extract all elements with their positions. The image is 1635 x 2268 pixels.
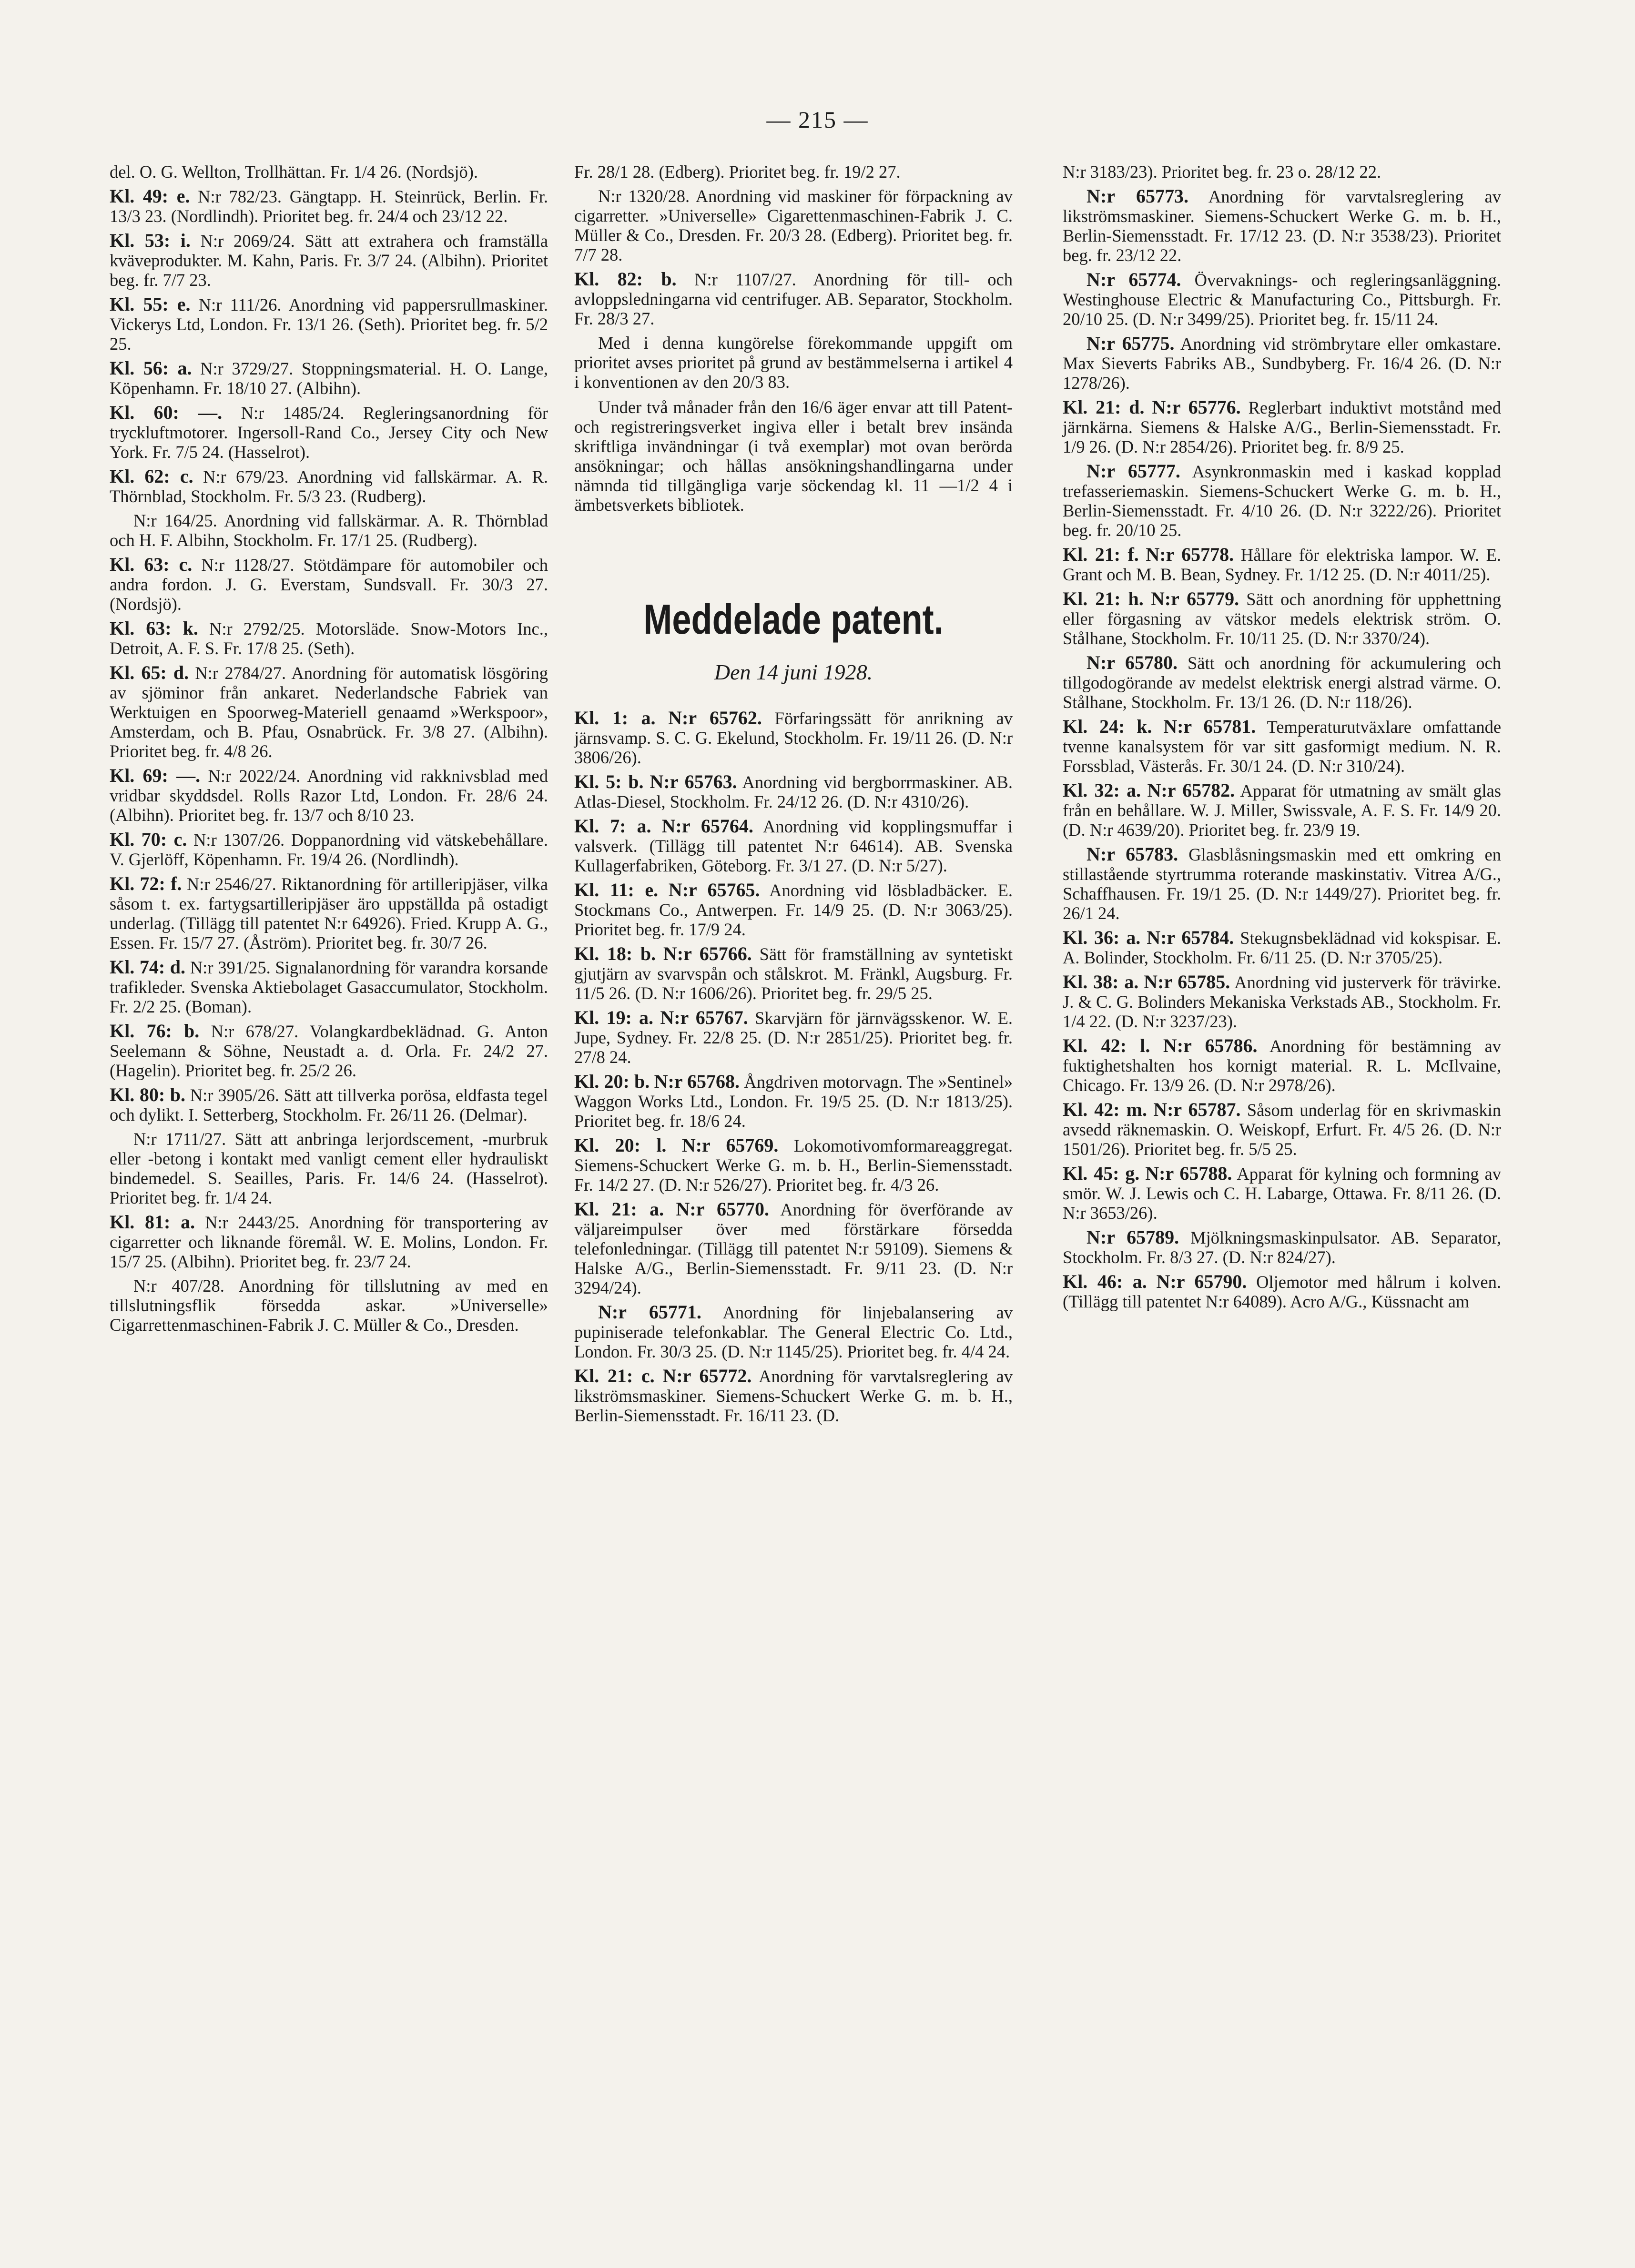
- patent-entry: [1063, 397, 1501, 456]
- patent-entry: [574, 880, 1013, 939]
- patent-entry: [574, 772, 1013, 811]
- patent-entry: [110, 162, 548, 182]
- patent-entry: [110, 957, 548, 1016]
- patent-class: Kl. 42: l.: [1063, 1035, 1150, 1056]
- patent-class: Kl. 38: a.: [1063, 971, 1139, 992]
- patent-number: N:r 65772.: [662, 1365, 752, 1387]
- patent-entry: [1063, 334, 1501, 393]
- column-right: [1063, 162, 1501, 1316]
- patent-text: del. O. G. Wellton, Trollhättan. Fr. 1/4 26. (Nordsjö).: [110, 162, 478, 182]
- patent-class: Kl. 46: a.: [1063, 1271, 1147, 1292]
- patent-class: Kl. 56: a.: [110, 357, 192, 379]
- patent-text: N:r 2069/24. Sätt att extrahera och framställa kväveprodukter. M. Kahn, Paris. Fr. 3/7 24. (Albihn). Prioritet beg. fr. 7/7 23.: [110, 231, 548, 290]
- patent-entry: [110, 1021, 548, 1080]
- patent-number: N:r 65769.: [681, 1134, 779, 1156]
- patent-text: N:r 1320/28. Anordning vid maskiner för förpackning av cigarretter. »Universelle» Cigarettenmaschinen-Fabrik J. C. Müller & Co., Dresden. Fr. 20/3 28. (Edberg). Prioritet beg. fr. 7/7 28.: [574, 186, 1013, 264]
- patent-text: Anordning för bestämning av fuktighetshalten hos kornigt material. R. L. McIlvaine, Chicago. Fr. 13/9 26. (D. N:r 2978/26).: [1063, 1036, 1501, 1095]
- patent-text: Glasblåsningsmaskin med ett omkring en stillastående styrtrumma roterande maskinstativ. Vitrea A/G., Schaffhausen. Fr. 19/1 25. (D. N:r 1449/27). Prioritet beg. fr. 26/1 24.: [1063, 845, 1501, 923]
- patent-class: Kl. 21: c.: [574, 1365, 655, 1387]
- column-left: [110, 162, 548, 1339]
- patent-number: N:r 65790.: [1156, 1271, 1247, 1292]
- patent-text: Fr. 28/1 28. (Edberg). Prioritet beg. fr. 19/2 27.: [574, 162, 901, 182]
- patent-class: Kl. 74: d.: [110, 956, 186, 978]
- patent-entry: [110, 1085, 548, 1124]
- patent-class: Kl. 5: b.: [574, 771, 644, 792]
- patent-number: N:r 65767.: [660, 1007, 748, 1028]
- patent-class: Kl. 70: c.: [110, 829, 187, 850]
- patent-number: N:r 65773.: [1087, 185, 1188, 207]
- patent-entry: [110, 1129, 548, 1207]
- patent-text: N:r 2022/24. Anordning vid rakknivsblad med vridbar skyddsdel. Rolls Razor Ltd, London. Fr. 28/6 24. (Albihn). Prioritet beg. fr. 13/7 och 8/10 23.: [110, 766, 548, 825]
- patent-entry: [574, 708, 1013, 767]
- patent-class: Kl. 1: a.: [574, 707, 656, 729]
- patent-text: N:r 2443/25. Anordning för transportering av cigarretter och liknande föremål. W. E. Molins, London. Fr. 15/7 25. (Albihn). Prioritet beg. fr. 23/7 24.: [110, 1213, 548, 1271]
- column-middle-continuation: [574, 162, 1013, 328]
- patent-class: Kl. 53: i.: [110, 230, 191, 251]
- patent-text: Mjölkningsmaskinpulsator. AB. Separator, Stockholm. Fr. 8/3 27. (D. N:r 824/27).: [1063, 1228, 1501, 1267]
- patent-class: Kl. 63: k.: [110, 618, 198, 639]
- granted-patents-list: [574, 708, 1013, 1425]
- patent-class: Kl. 32: a.: [1063, 780, 1141, 801]
- patent-class: Kl. 45: g.: [1063, 1163, 1140, 1184]
- patent-entry: [1063, 1164, 1501, 1223]
- patent-text: N:r 1711/27. Sätt att anbringa lerjordscement, -murbruk eller -betong i kontakt med vanligt cement eller hydrauliskt bindemedel. S. Seailles, Paris. Fr. 14/6 24. (Hasselrot). Prioritet beg. fr. 1/4 24.: [110, 1129, 548, 1207]
- patent-text: N:r 391/25. Signalanordning för varandra korsande trafikleder. Svenska Aktiebolaget Gasaccumulator, Stockholm. Fr. 2/2 25. (Boman).: [110, 958, 548, 1016]
- patent-class: Kl. 20: l.: [574, 1134, 667, 1156]
- patent-text: N:r 3729/27. Stoppningsmaterial. H. O. Lange, Köpenhamn. Fr. 18/10 27. (Albihn).: [110, 359, 548, 398]
- patent-number: N:r 65787.: [1153, 1099, 1241, 1120]
- patent-entry: [110, 294, 548, 354]
- patent-class: Kl. 21: f.: [1063, 544, 1139, 565]
- patent-entry: [1063, 844, 1501, 923]
- patent-text: N:r 3905/26. Sätt att tillverka porösa, eldfasta tegel och dylikt. I. Setterberg, Stockholm. Fr. 26/11 26. (Delmar).: [110, 1085, 548, 1124]
- patent-class: Kl. 20: b.: [574, 1071, 650, 1092]
- patent-entry: [1063, 1227, 1501, 1267]
- patent-class: Kl. 42: m.: [1063, 1099, 1148, 1120]
- patent-entry: [110, 403, 548, 462]
- patent-text: Sätt för framställning av syntetiskt gjutjärn av svarvspån och stålskrot. M. Fränkl, Augsburg. Fr. 11/5 26. (D. N:r 1606/26). Prioritet beg. fr. 29/5 25.: [574, 944, 1013, 1003]
- patent-text: Övervaknings- och regleringsanläggning. Westinghouse Electric & Manufacturing Co., Pittsburgh. Fr. 20/10 25. (D. N:r 3499/25). Prioritet beg. fr. 15/11 24.: [1063, 270, 1501, 329]
- patent-entry: [574, 944, 1013, 1003]
- patent-number: N:r 65788.: [1145, 1163, 1232, 1184]
- patent-text: Lokomotivomformareaggregat. Siemens-Schuckert Werke G. m. b. H., Berlin-Siemensstadt. Fr. 14/2 27. (D. N:r 526/27). Prioritet beg. fr. 4/3 26.: [574, 1136, 1013, 1195]
- notice-paragraph: Under två månader från den 16/6 äger envar att till Patent- och registreringsverket ingiva eller i betalt brev insända skriftliga invändningar (i två exemplar) mot ovan berörda ansökningar; och hållas ansökningshandlingarna under nämnda tid tillgängliga varje söckendag kl. 11 —1/2 4 i ämbetsverkets bibliotek.: [574, 397, 1013, 515]
- section-date: Den 14 juni 1928.: [714, 660, 873, 684]
- patent-entry: [110, 466, 548, 506]
- patent-text: N:r 111/26. Anordning vid pappersrullmaskiner. Vickerys Ltd, London. Fr. 13/1 26. (Seth). Prioritet beg. fr. 5/2 25.: [110, 295, 548, 354]
- section-heading: Meddelade patent.: [643, 596, 944, 643]
- patent-entry: [1063, 270, 1501, 329]
- patent-text: Anordning vid kopplingsmuffar i valsverk. (Tillägg till patentet N:r 64614). AB. Svenska Kullagerfabriken, Göteborg. Fr. 3/1 27. (D. N:r 5/27).: [574, 817, 1013, 875]
- patent-entry: [1063, 653, 1501, 712]
- patent-number: N:r 65776.: [1152, 396, 1241, 418]
- patent-class: Kl. 19: a.: [574, 1007, 653, 1028]
- patent-number: N:r 65775.: [1087, 333, 1175, 354]
- patent-entry: [574, 1366, 1013, 1425]
- patent-number: N:r 65770.: [676, 1198, 769, 1220]
- patent-class: Kl. 65: d.: [110, 662, 189, 683]
- patent-entry: [574, 1008, 1013, 1067]
- patent-class: Kl. 55: e.: [110, 294, 191, 315]
- patent-class: Kl. 72: f.: [110, 873, 182, 894]
- patent-text: Sätt och anordning för upphettning eller förgasning av vätskor medels elektrisk ström. O. Stålhane, Stockholm. Fr. 10/11 25. (D. N:r 3370/24).: [1063, 589, 1502, 648]
- publication-notices: [574, 333, 1013, 515]
- patent-entry: [574, 1135, 1013, 1195]
- patent-class: Kl. 49: e.: [110, 185, 190, 207]
- patent-text: N:r 2784/27. Anordning för automatisk lösgöring av sjöminor från ankaret. Nederlandsche Fabriek van Werktuigen en Spoorweg-Materiell genaamd »Werkspoor», Amsterdam, och B. Pfau, Osnabrück. Fr. 3/8 27. (Albihn). Prioritet beg. fr. 4/8 26.: [110, 663, 548, 761]
- patent-entry: [574, 1199, 1013, 1297]
- patent-entry: [110, 1212, 548, 1271]
- patent-text: Anordning för varvtalsreglering av likströmsmaskiner. Siemens-Schuckert Werke G. m. b. H., Berlin-Siemensstadt. Fr. 16/11 23. (D.: [574, 1367, 1013, 1425]
- patent-text: Förfaringssätt för anrikning av järnsvamp. S. C. G. Ekelund, Stockholm. Fr. 19/11 26. (D. N:r 3806/26).: [574, 709, 1013, 767]
- patent-text: N:r 679/23. Anordning vid fallskärmar. A. R. Thörnblad, Stockholm. Fr. 5/3 23. (Rudberg).: [110, 467, 548, 506]
- patent-number: N:r 65786.: [1163, 1035, 1258, 1056]
- patent-entry: [1063, 717, 1501, 776]
- patent-number: N:r 65764.: [661, 815, 753, 837]
- patent-class: Kl. 76: b.: [110, 1020, 200, 1042]
- patent-text: Anordning vid justerverk för trävirke. J. & C. G. Bolinders Mekaniska Verkstads AB., Stockholm. Fr. 1/4 22. (D. N:r 3237/23).: [1063, 972, 1502, 1031]
- patent-entry: [110, 231, 548, 290]
- patent-text: N:r 407/28. Anordning för tillslutning av med en tillslutningsflik försedda askar. »Universelle» Cigarrettenmaschinen-Fabrik J. C. Müller & Co., Dresden.: [110, 1276, 548, 1335]
- patent-class: Kl. 36: a.: [1063, 927, 1141, 948]
- patent-class: Kl. 21: a.: [574, 1198, 664, 1220]
- patent-text: N:r 1128/27. Stötdämpare för automobiler och andra fordon. J. G. Everstam, Sundsvall. Fr. 30/3 27. (Nordsjö).: [110, 555, 548, 614]
- patent-number: N:r 65785.: [1144, 971, 1230, 992]
- patent-class: Kl. 18: b.: [574, 943, 656, 964]
- patent-text: Temperaturutväxlare omfattande tvenne kanalsystem för var sitt gasformigt medium. N. R. Forssblad, Västerås. Fr. 30/1 24. (D. N:r 310/24).: [1063, 717, 1502, 776]
- patent-number: N:r 65780.: [1087, 652, 1178, 673]
- patent-class: Kl. 69: —.: [110, 765, 201, 786]
- patent-number: N:r 65777.: [1087, 460, 1180, 482]
- page-number: — 215 —: [766, 106, 869, 133]
- patent-text: N:r 3183/23). Prioritet beg. fr. 23 o. 28/12 22.: [1063, 162, 1381, 182]
- patent-entry: [1063, 162, 1501, 182]
- patent-number: N:r 65771.: [598, 1301, 701, 1323]
- patent-text: Anordning för varvtalsreglering av likströmsmaskiner. Siemens-Schuckert Werke G. m. b. H., Berlin-Siemensstadt. Fr. 17/12 23. (D. N:r 3538/23). Prioritet beg. fr. 23/12 22.: [1063, 187, 1501, 265]
- patent-number: N:r 65782.: [1147, 780, 1235, 801]
- patent-text: Reglerbart induktivt motstånd med järnkärna. Siemens & Halske A/G., Berlin-Siemensstadt. Fr. 1/9 26. (D. N:r 2854/26). Prioritet beg. fr. 8/9 25.: [1063, 398, 1502, 456]
- patent-entry: [110, 511, 548, 550]
- notice-paragraph: Med i denna kungörelse förekommande uppgift om prioritet avses prioritet på grund av bestämmelserna i artikel 4 i konventionen av den 20/3 83.: [574, 333, 1013, 392]
- patent-entry: [1063, 545, 1501, 584]
- patent-number: N:r 65768.: [654, 1071, 740, 1092]
- patent-entry: [574, 162, 1013, 182]
- patent-number: N:r 65778.: [1146, 544, 1234, 565]
- patent-text: Skarvjärn för järnvägsskenor. W. E. Jupe, Sydney. Fr. 22/8 25. (D. N:r 2851/25). Prioritet beg. fr. 27/8 24.: [574, 1008, 1013, 1067]
- patent-entry: [1063, 928, 1501, 967]
- patent-class: Kl. 11: e.: [574, 879, 659, 901]
- column-middle: [574, 162, 1013, 1430]
- patent-entry: [1063, 972, 1501, 1031]
- patent-entry: [1063, 461, 1501, 540]
- patent-text: Anordning för linjebalansering av pupiniserade telefonkablar. The General Electric Co. Ltd., London. Fr. 30/3 25. (D. N:r 1145/25). Prioritet beg. fr. 4/4 24.: [574, 1303, 1013, 1361]
- patent-entry: [574, 816, 1013, 875]
- patent-text: Anordning vid bergborrmaskiner. AB. Atlas-Diesel, Stockholm. Fr. 24/12 26. (D. N:r 4310/26).: [574, 772, 1013, 811]
- patent-entry: [110, 830, 548, 869]
- patent-number: N:r 65763.: [650, 771, 737, 792]
- patent-text: Anordning vid lösbladbäcker. E. Stockmans Co., Antwerpen. Fr. 14/9 25. (D. N:r 3063/25). Prioritet beg. fr. 17/9 24.: [574, 881, 1013, 939]
- patent-text: N:r 1485/24. Regleringsanordning för tryckluftmotorer. Ingersoll-Rand Co., Jersey City och New York. Fr. 7/5 24. (Hasselrot).: [110, 403, 548, 462]
- patent-number: N:r 65779.: [1150, 588, 1239, 609]
- patent-entry: [110, 618, 548, 658]
- patent-number: N:r 65781.: [1163, 716, 1256, 737]
- patent-entry: [110, 358, 548, 398]
- patent-number: N:r 65762.: [668, 707, 762, 729]
- patent-entry: [574, 1302, 1013, 1361]
- patent-class: Kl. 21: d.: [1063, 396, 1145, 418]
- patent-number: N:r 65783.: [1087, 843, 1178, 865]
- patent-class: Kl. 63: c.: [110, 554, 193, 575]
- patent-class: Kl. 62: c.: [110, 466, 193, 487]
- patent-text: Anordning för överförande av väljareimpulser över med förstärkare försedda telefonledningar. (Tillägg till patentet N:r 59109). Siemens & Halske A/G., Berlin-Siemensstadt. Fr. 9/11 23. (D. N:r 3294/24).: [574, 1200, 1013, 1297]
- patent-entry: [110, 874, 548, 952]
- patent-class: Kl. 60: —.: [110, 402, 223, 423]
- patent-entry: [110, 663, 548, 761]
- patent-number: N:r 65774.: [1087, 269, 1181, 290]
- patent-entry: [574, 1072, 1013, 1131]
- patent-text: N:r 782/23. Gängtapp. H. Steinrück, Berlin. Fr. 13/3 23. (Nordlindh). Prioritet beg. fr. 24/4 och 23/12 22.: [110, 187, 548, 226]
- patent-class: Kl. 80: b.: [110, 1084, 185, 1105]
- patent-class: Kl. 7: a.: [574, 815, 651, 837]
- patent-number: N:r 65766.: [663, 943, 752, 964]
- patent-text: N:r 1107/27. Anordning för till- och avloppsledningarna vid centrifuger. AB. Separator, Stockholm. Fr. 28/3 27.: [574, 270, 1013, 328]
- patent-text: Oljemotor med hålrum i kolven. (Tillägg till patentet N:r 64089). Acro A/G., Küssnacht am: [1063, 1272, 1501, 1311]
- patent-number: N:r 65784.: [1147, 927, 1234, 948]
- patent-entry: [110, 766, 548, 825]
- patent-text: Hållare för elektriska lampor. W. E. Grant och M. B. Bean, Sydney. Fr. 1/12 25. (D. N:r 4011/25).: [1063, 545, 1502, 584]
- patent-class: Kl. 24: k.: [1063, 716, 1152, 737]
- patent-number: N:r 65789.: [1087, 1226, 1179, 1248]
- patent-text: Asynkronmaskin med i kaskad kopplad trefasseriemaskin. Siemens-Schuckert Werke G. m. b. H., Berlin-Siemensstadt. Fr. 4/10 26. (D. N:r 3222/26). Prioritet beg. fr. 20/10 25.: [1063, 462, 1501, 540]
- patent-entry: [110, 1276, 548, 1335]
- patent-text: Stekugnsbeklädnad vid kokspisar. E. A. Bolinder, Stockholm. Fr. 6/11 25. (D. N:r 3705/25).: [1063, 928, 1502, 967]
- patent-entry: [110, 555, 548, 614]
- patent-entry: [1063, 1100, 1501, 1159]
- patent-text: N:r 2546/27. Riktanordning för artilleripjäser, vilka såsom t. ex. fartygsartilleripjäser äro uppställda på ostadigt underlag. (Tillägg till patentet N:r 64926). Fried. Krupp A. G., Essen. Fr. 15/7 27. (Åström). Prioritet beg. fr. 30/7 26.: [110, 874, 548, 952]
- patent-text: N:r 1307/26. Doppanordning vid vätskebehållare. V. Gjerlöff, Köpenhamn. Fr. 19/4 26. (Nordlindh).: [110, 830, 548, 869]
- patent-entry: [1063, 780, 1501, 840]
- patent-entry: [1063, 186, 1501, 265]
- patent-class: Kl. 81: a.: [110, 1211, 195, 1233]
- patent-entry: [1063, 1036, 1501, 1095]
- patent-text: N:r 2792/25. Motorsläde. Snow-Motors Inc., Detroit, A. F. S. Fr. 17/8 25. (Seth).: [110, 619, 548, 658]
- patent-text: Anordning vid strömbrytare eller omkastare. Max Sieverts Fabriks AB., Sundbyberg. Fr. 16/4 26. (D. N:r 1278/26).: [1063, 334, 1501, 393]
- patent-text: N:r 678/27. Volangkardbeklädnad. G. Anton Seelemann & Söhne, Neustadt a. d. Orla. Fr. 24/2 27. (Hagelin). Prioritet beg. fr. 25/2 26.: [110, 1022, 548, 1080]
- patent-text: Såsom underlag för en skrivmaskin avsedd räknemaskin. O. Weiskopf, Erfurt. Fr. 4/5 26. (D. N:r 1501/26). Prioritet beg. fr. 5/5 25.: [1063, 1100, 1502, 1159]
- patent-text: Sätt och anordning för ackumulering och tillgodogörande av medelst elektrisk energi alstrad värme. O. Stålhane, Stockholm. Fr. 13/1 26. (D. N:r 118/26).: [1063, 653, 1501, 712]
- patent-text: Ångdriven motorvagn. The »Sentinel» Waggon Works Ltd., London. Fr. 19/5 25. (D. N:r 1813/25). Prioritet beg. fr. 18/6 24.: [574, 1072, 1013, 1131]
- patent-number: N:r 65765.: [668, 879, 760, 901]
- patent-text: N:r 164/25. Anordning vid fallskärmar. A. R. Thörnblad och H. F. Albihn, Stockholm. Fr. 17/1 25. (Rudberg).: [110, 511, 548, 550]
- patent-entry: [1063, 589, 1501, 648]
- patent-class: Kl. 21: h.: [1063, 588, 1144, 609]
- patent-entry: [1063, 1272, 1501, 1311]
- patent-class: Kl. 82: b.: [574, 268, 677, 290]
- patent-text: Apparat för kylning och formning av smör. W. J. Lewis och C. H. Labarge, Ottawa. Fr. 8/11 26. (D. N:r 3653/26).: [1063, 1164, 1501, 1223]
- patent-entry: [574, 269, 1013, 328]
- patent-entry: [110, 186, 548, 226]
- patent-text: Apparat för utmatning av smält glas från en behållare. W. J. Miller, Swissvale, A. F. S. Fr. 14/9 20. (D. N:r 4639/20). Prioritet beg. fr. 23/9 19.: [1063, 781, 1501, 840]
- patent-entry: [574, 186, 1013, 264]
